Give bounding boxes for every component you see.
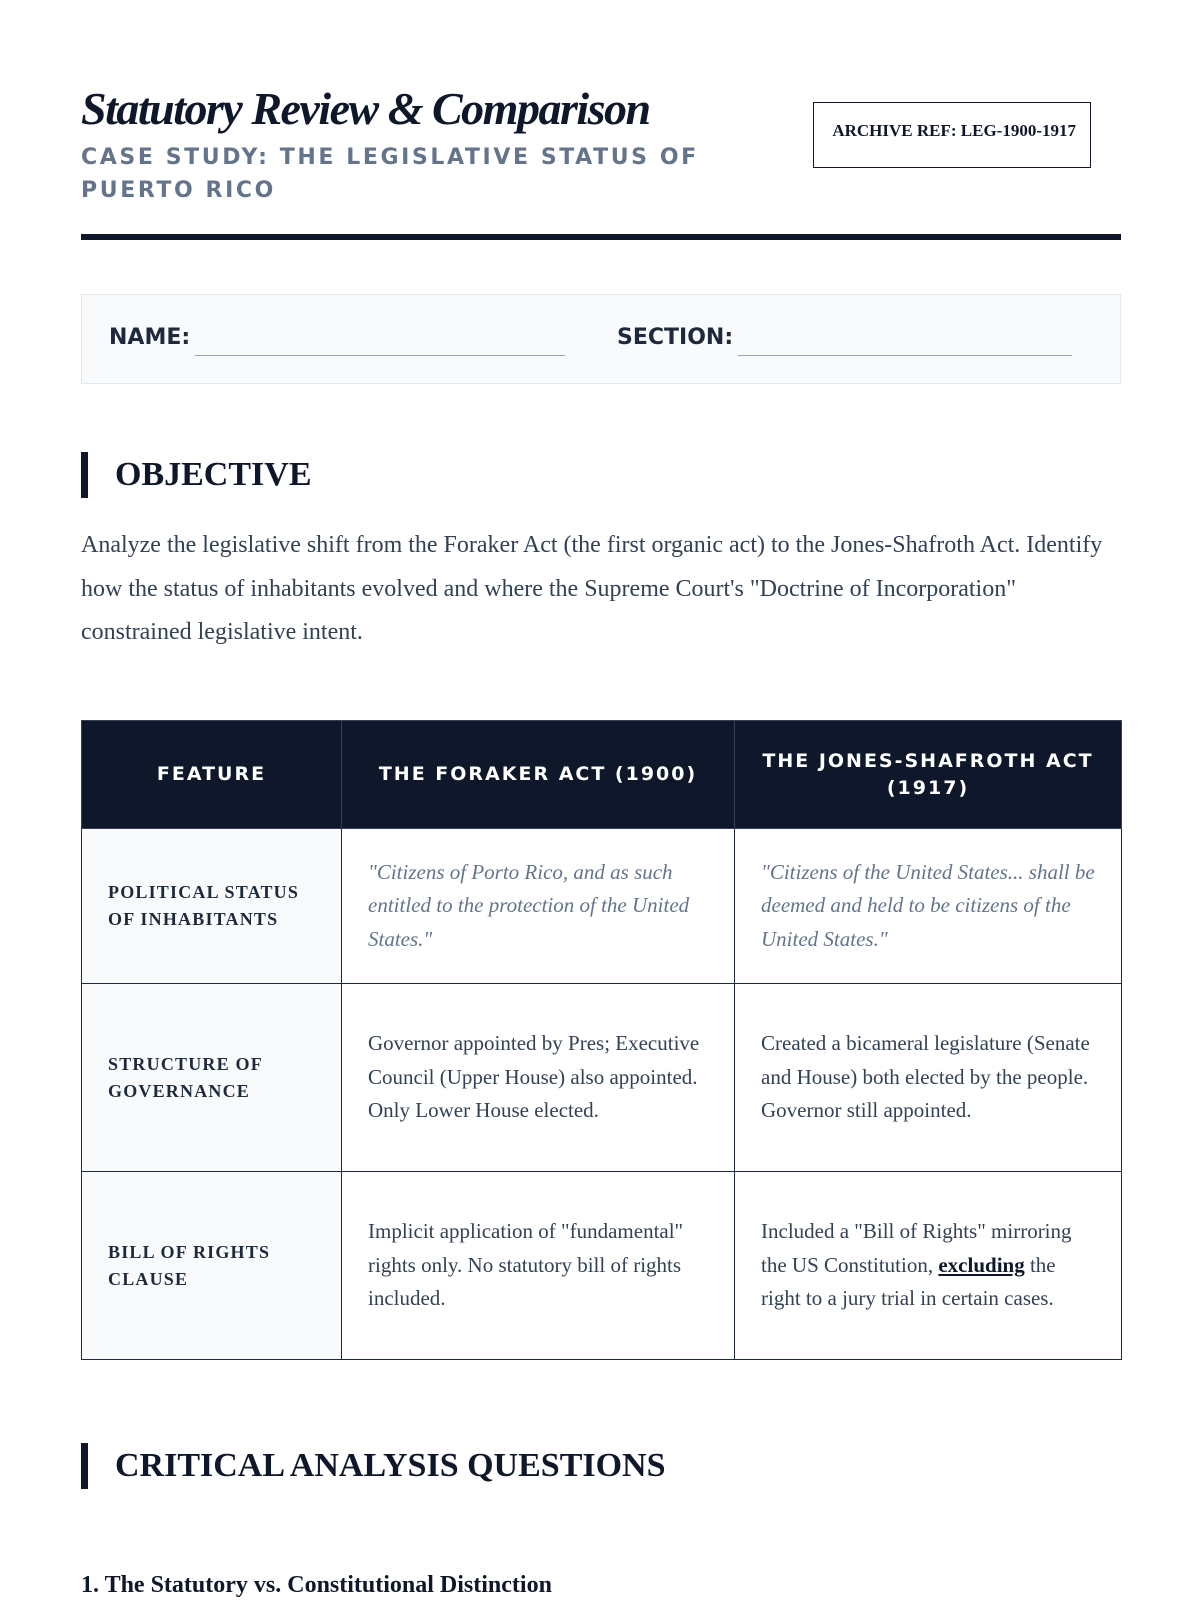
feature-cell: BILL OF RIGHTS CLAUSE <box>82 1172 342 1360</box>
feature-cell: POLITICAL STATUS OF INHABITANTS <box>82 829 342 984</box>
question-1-title: 1. The Statutory vs. Constitutional Distinction <box>81 1572 552 1598</box>
foraker-cell: "Citizens of Porto Rico, and as such entitled to the protection of the United States." <box>342 829 735 984</box>
worksheet-page <box>81 0 1121 1598</box>
column-header-jones: THE JONES-SHAFROTH ACT (1917) <box>735 721 1122 829</box>
page-title: Statutory Review & Comparison <box>81 83 650 134</box>
page-header <box>81 0 1121 240</box>
column-header-feature: FEATURE <box>82 721 342 829</box>
student-info-box <box>81 294 1121 384</box>
name-label: NAME: <box>109 325 191 350</box>
critical-analysis-heading <box>81 1443 666 1489</box>
objective-heading-text: OBJECTIVE <box>115 456 312 493</box>
feature-cell: STRUCTURE OF GOVERNANCE <box>82 984 342 1172</box>
comparison-table <box>81 720 1122 1360</box>
objective-heading <box>81 452 312 498</box>
jones-cell <box>735 1172 1122 1360</box>
table-header-row <box>82 721 1122 829</box>
jones-text-after: the right to a jury trial in certain cases. <box>761 1252 1056 1311</box>
archive-reference-badge: ARCHIVE REF: LEG-1900-1917 <box>813 102 1091 168</box>
section-label: SECTION: <box>617 325 734 350</box>
column-header-foraker: THE FORAKER ACT (1900) <box>342 721 735 829</box>
name-field[interactable] <box>195 355 565 356</box>
jones-emphasis: excluding <box>938 1252 1025 1277</box>
jones-cell: "Citizens of the United States... shall be deemed and held to be citizens of the United States." <box>735 829 1122 984</box>
page-subtitle: CASE STUDY: THE LEGISLATIVE STATUS OF PUERTO RICO <box>81 145 699 203</box>
foraker-cell: Governor appointed by Pres; Executive Council (Upper House) also appointed. Only Lower House elected. <box>342 984 735 1172</box>
foraker-cell: Implicit application of "fundamental" rights only. No statutory bill of rights included. <box>342 1172 735 1360</box>
jones-cell: Created a bicameral legislature (Senate and House) both elected by the people. Governor still appointed. <box>735 984 1122 1172</box>
table-row <box>82 829 1122 984</box>
table-row <box>82 1172 1122 1360</box>
section-field[interactable] <box>738 355 1072 356</box>
table-row <box>82 984 1122 1172</box>
jones-text-before: Included a "Bill of Rights" mirroring the US Constitution, <box>761 1219 1072 1277</box>
header-divider <box>81 234 1121 240</box>
critical-analysis-heading-text: CRITICAL ANALYSIS QUESTIONS <box>115 1447 666 1484</box>
objective-text: Analyze the legislative shift from the Foraker Act (the first organic act) to the Jones-Shafroth Act. Identify how the status of inhabitants evolved and where the Supreme Court's "Doctrine of Incorporation" constrained legislative intent. <box>81 532 1103 645</box>
